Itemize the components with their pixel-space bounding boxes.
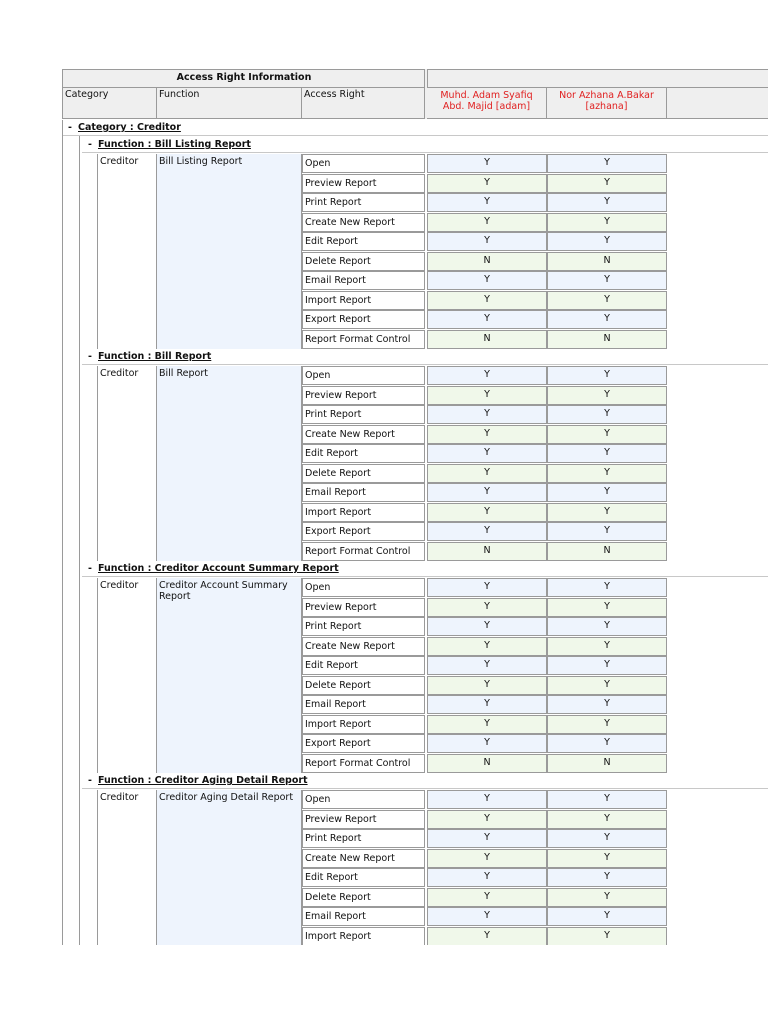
collapse-toggle[interactable]: - — [88, 563, 92, 574]
access-right-cell: Create New Report — [302, 425, 425, 444]
access-right-cell: Print Report — [302, 193, 425, 212]
access-right-cell: Print Report — [302, 829, 425, 848]
access-right-cell: Report Format Control — [302, 330, 425, 349]
access-value-cell: Y — [427, 810, 547, 829]
access-value-cell: Y — [547, 907, 667, 926]
access-value-cell: Y — [547, 578, 667, 597]
function-cell: Creditor Account Summary Report — [157, 578, 302, 773]
table-title: Access Right Information — [62, 69, 426, 88]
access-right-cell: Export Report — [302, 734, 425, 753]
access-value-cell: N — [427, 330, 547, 349]
access-value-cell: Y — [547, 310, 667, 329]
access-value-cell: Y — [427, 503, 547, 522]
category-cell: Creditor — [97, 790, 157, 945]
collapse-toggle[interactable]: - — [88, 351, 92, 362]
access-value-cell: Y — [547, 810, 667, 829]
access-right-cell: Import Report — [302, 503, 425, 522]
access-value-cell: Y — [427, 598, 547, 617]
function-cell: Bill Listing Report — [157, 154, 302, 349]
column-header-user: Muhd. Adam Syafiq Abd. Majid [adam] — [427, 88, 547, 119]
access-value-cell: Y — [427, 425, 547, 444]
access-value-cell: Y — [427, 907, 547, 926]
access-value-cell: Y — [427, 734, 547, 753]
access-value-cell: Y — [547, 366, 667, 385]
access-value-cell: N — [547, 754, 667, 773]
access-value-cell: Y — [427, 291, 547, 310]
access-value-cell: Y — [547, 829, 667, 848]
access-right-cell: Edit Report — [302, 868, 425, 887]
access-value-cell: Y — [547, 232, 667, 251]
access-right-cell: Email Report — [302, 907, 425, 926]
access-value-cell: Y — [547, 386, 667, 405]
access-right-sheet — [62, 69, 768, 945]
access-value-cell: Y — [547, 656, 667, 675]
access-right-cell: Import Report — [302, 927, 425, 946]
access-right-cell: Preview Report — [302, 174, 425, 193]
category-cell: Creditor — [97, 154, 157, 349]
category-group-label: Category : Creditor — [78, 122, 181, 133]
access-value-cell: Y — [547, 868, 667, 887]
access-value-cell: Y — [427, 522, 547, 541]
access-value-cell: Y — [547, 425, 667, 444]
function-group-header — [82, 561, 768, 577]
access-value-cell: Y — [547, 637, 667, 656]
access-value-cell: N — [427, 754, 547, 773]
access-right-cell: Email Report — [302, 695, 425, 714]
function-cell: Bill Report — [157, 366, 302, 561]
access-value-cell: Y — [547, 734, 667, 753]
access-right-cell: Preview Report — [302, 598, 425, 617]
access-right-cell: Report Format Control — [302, 754, 425, 773]
access-value-cell: N — [547, 252, 667, 271]
access-value-cell: Y — [427, 310, 547, 329]
access-value-cell: Y — [427, 829, 547, 848]
access-value-cell: Y — [427, 617, 547, 636]
access-value-cell: Y — [427, 695, 547, 714]
function-group-header — [82, 349, 768, 365]
header-filler — [667, 88, 768, 119]
access-right-cell: Edit Report — [302, 444, 425, 463]
function-group-label: Function : Creditor Account Summary Report — [98, 563, 339, 574]
access-value-cell: Y — [427, 715, 547, 734]
access-right-cell: Export Report — [302, 310, 425, 329]
access-right-cell: Preview Report — [302, 810, 425, 829]
access-value-cell: Y — [547, 193, 667, 212]
access-value-cell: Y — [427, 271, 547, 290]
access-value-cell: Y — [547, 483, 667, 502]
tree-guide-line — [79, 136, 80, 945]
access-value-cell: Y — [427, 927, 547, 946]
access-right-cell: Create New Report — [302, 213, 425, 232]
table-title-extension — [426, 69, 768, 88]
access-value-cell: Y — [547, 154, 667, 173]
access-right-cell: Edit Report — [302, 656, 425, 675]
access-right-cell: Delete Report — [302, 464, 425, 483]
column-header-function: Function — [157, 88, 302, 119]
access-value-cell: Y — [427, 790, 547, 809]
access-value-cell: N — [427, 542, 547, 561]
access-value-cell: Y — [547, 927, 667, 946]
access-right-cell: Export Report — [302, 522, 425, 541]
access-value-cell: Y — [547, 522, 667, 541]
access-right-cell: Preview Report — [302, 386, 425, 405]
collapse-toggle[interactable]: - — [68, 122, 72, 133]
access-value-cell: Y — [427, 444, 547, 463]
access-value-cell: Y — [427, 213, 547, 232]
column-header-access-right: Access Right — [302, 88, 425, 119]
access-right-cell: Delete Report — [302, 252, 425, 271]
access-value-cell: Y — [427, 637, 547, 656]
access-right-cell: Open — [302, 790, 425, 809]
access-value-cell: Y — [547, 790, 667, 809]
access-value-cell: Y — [547, 271, 667, 290]
access-right-cell: Open — [302, 578, 425, 597]
access-value-cell: Y — [547, 676, 667, 695]
access-value-cell: N — [547, 330, 667, 349]
access-value-cell: Y — [547, 849, 667, 868]
collapse-toggle[interactable]: - — [88, 139, 92, 150]
function-cell: Creditor Aging Detail Report — [157, 790, 302, 945]
access-value-cell: Y — [427, 464, 547, 483]
access-value-cell: Y — [427, 849, 547, 868]
access-value-cell: Y — [427, 868, 547, 887]
access-right-cell: Create New Report — [302, 637, 425, 656]
access-value-cell: Y — [547, 888, 667, 907]
access-right-cell: Print Report — [302, 617, 425, 636]
access-value-cell: Y — [547, 405, 667, 424]
access-value-cell: Y — [427, 656, 547, 675]
function-group-header — [82, 137, 768, 153]
access-value-cell: Y — [547, 444, 667, 463]
access-value-cell: Y — [547, 213, 667, 232]
access-right-cell: Report Format Control — [302, 542, 425, 561]
column-header-category: Category — [62, 88, 157, 119]
access-value-cell: Y — [427, 483, 547, 502]
access-value-cell: Y — [547, 174, 667, 193]
access-value-cell: Y — [427, 232, 547, 251]
access-value-cell: Y — [547, 715, 667, 734]
access-value-cell: Y — [547, 598, 667, 617]
access-right-cell: Print Report — [302, 405, 425, 424]
access-value-cell: Y — [547, 617, 667, 636]
access-right-cell: Import Report — [302, 291, 425, 310]
function-group-label: Function : Bill Listing Report — [98, 139, 251, 150]
access-value-cell: N — [427, 252, 547, 271]
access-value-cell: Y — [547, 291, 667, 310]
collapse-toggle[interactable]: - — [88, 775, 92, 786]
tree-guide-line — [62, 120, 63, 945]
category-cell: Creditor — [97, 578, 157, 773]
access-right-cell: Delete Report — [302, 676, 425, 695]
access-value-cell: Y — [427, 154, 547, 173]
access-right-cell: Email Report — [302, 483, 425, 502]
access-right-cell: Import Report — [302, 715, 425, 734]
access-value-cell: Y — [427, 193, 547, 212]
access-right-cell: Open — [302, 154, 425, 173]
access-right-cell: Edit Report — [302, 232, 425, 251]
access-value-cell: Y — [547, 695, 667, 714]
function-group-label: Function : Creditor Aging Detail Report — [98, 775, 308, 786]
access-value-cell: Y — [547, 464, 667, 483]
access-value-cell: Y — [427, 676, 547, 695]
access-right-cell: Create New Report — [302, 849, 425, 868]
column-header-user: Nor Azhana A.Bakar [azhana] — [547, 88, 667, 119]
access-right-cell: Email Report — [302, 271, 425, 290]
access-value-cell: Y — [427, 405, 547, 424]
access-value-cell: Y — [427, 174, 547, 193]
access-value-cell: Y — [547, 503, 667, 522]
access-value-cell: N — [547, 542, 667, 561]
access-value-cell: Y — [427, 386, 547, 405]
category-group-header — [62, 120, 768, 136]
access-value-cell: Y — [427, 888, 547, 907]
access-right-cell: Delete Report — [302, 888, 425, 907]
access-value-cell: Y — [427, 578, 547, 597]
category-cell: Creditor — [97, 366, 157, 561]
function-group-label: Function : Bill Report — [98, 351, 212, 362]
access-right-cell: Open — [302, 366, 425, 385]
access-value-cell: Y — [427, 366, 547, 385]
function-group-header — [82, 773, 768, 789]
